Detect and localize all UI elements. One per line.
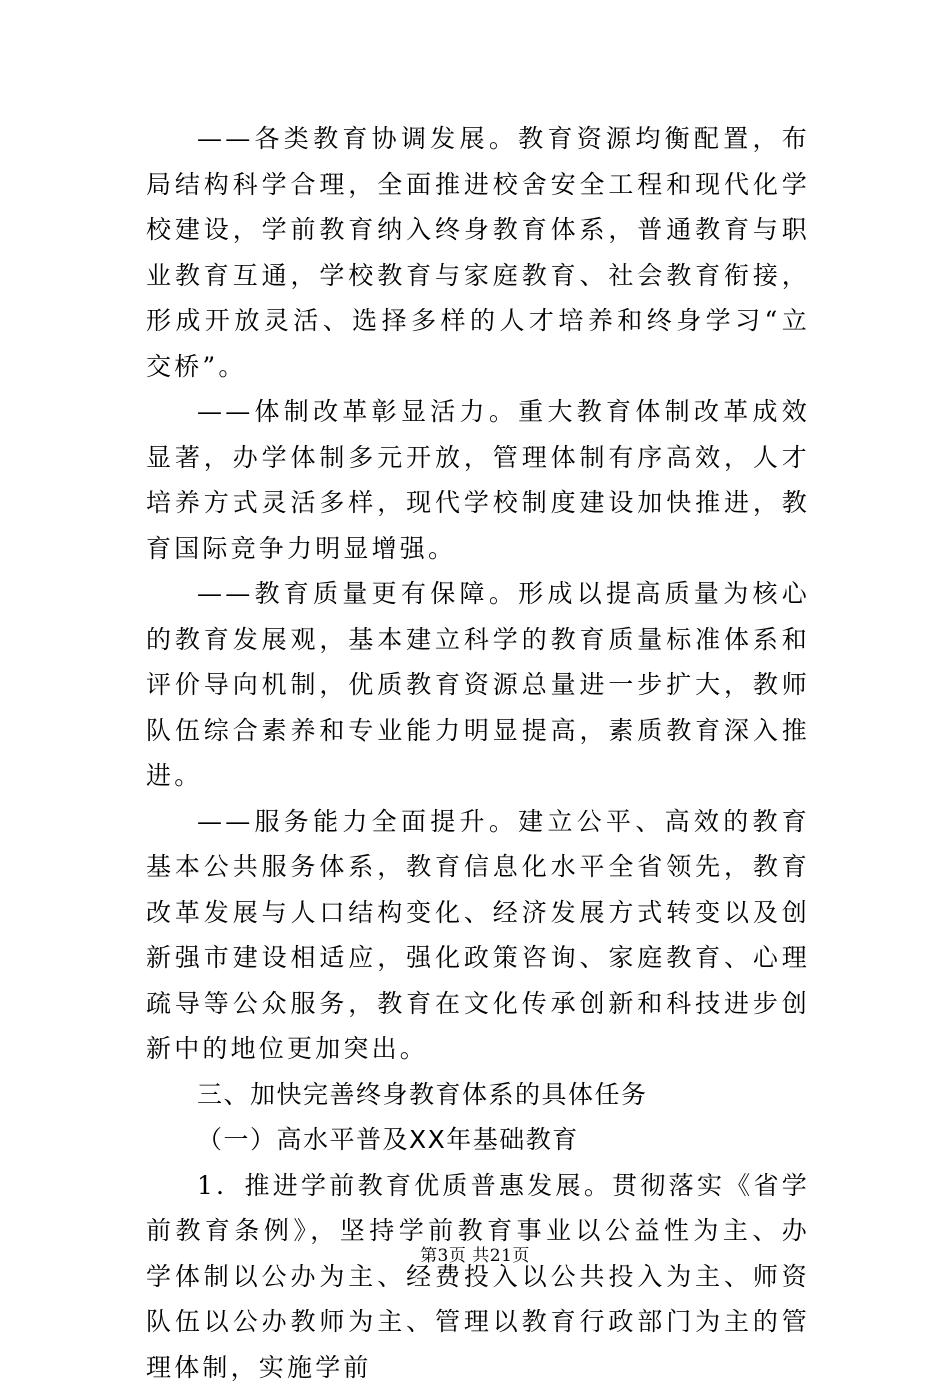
paragraph-education-quality: ——教育质量更有保障。形成以提高质量为核心的教育发展观，基本建立科学的教育质量标准体系和评价导向机制，优质教育资源总量进一步扩大，教师队伍综合素养和专业能力明显提高，素质教育深入推进。 (146, 571, 810, 799)
page-footer: 第3页 共21页 (0, 1244, 950, 1268)
paragraph-service-capacity: ——服务能力全面提升。建立公平、高效的教育基本公共服务体系，教育信息化水平全省领先，教育改革发展与人口结构变化、经济发展方式转变以及创新强市建设相适应，强化政策咨询、家庭教育、心理疏导等公众服务，教育在文化传承创新和科技进步创新中的地位更加突出。 (146, 799, 810, 1072)
paragraph-balanced-development: ——各类教育协调发展。教育资源均衡配置，布局结构科学合理，全面推进校舍安全工程和现代化学校建设，学前教育纳入终身教育体系，普通教育与职业教育互通，学校教育与家庭教育、社会教育衔接，形成开放灵活、选择多样的人才培养和终身学习“立交桥”。 (146, 116, 810, 389)
body-text (146, 116, 810, 1390)
section-heading: 三、加快完善终身教育体系的具体任务 (146, 1072, 810, 1118)
subsection-heading: （一）高水平普及XX年基础教育 (146, 1117, 810, 1163)
paragraph-preschool-education: 1．推进学前教育优质普惠发展。贯彻落实《省学前教育条例》，坚持学前教育事业以公益性为主、办学体制以公办为主、经费投入以公共投入为主、师资队伍以公办教师为主、管理以教育行政部门为主的管理体制，实施学前 (146, 1163, 810, 1390)
paragraph-system-reform: ——体制改革彰显活力。重大教育体制改革成效显著，办学体制多元开放，管理体制有序高效，人才培养方式灵活多样，现代学校制度建设加快推进，教育国际竞争力明显增强。 (146, 389, 810, 571)
